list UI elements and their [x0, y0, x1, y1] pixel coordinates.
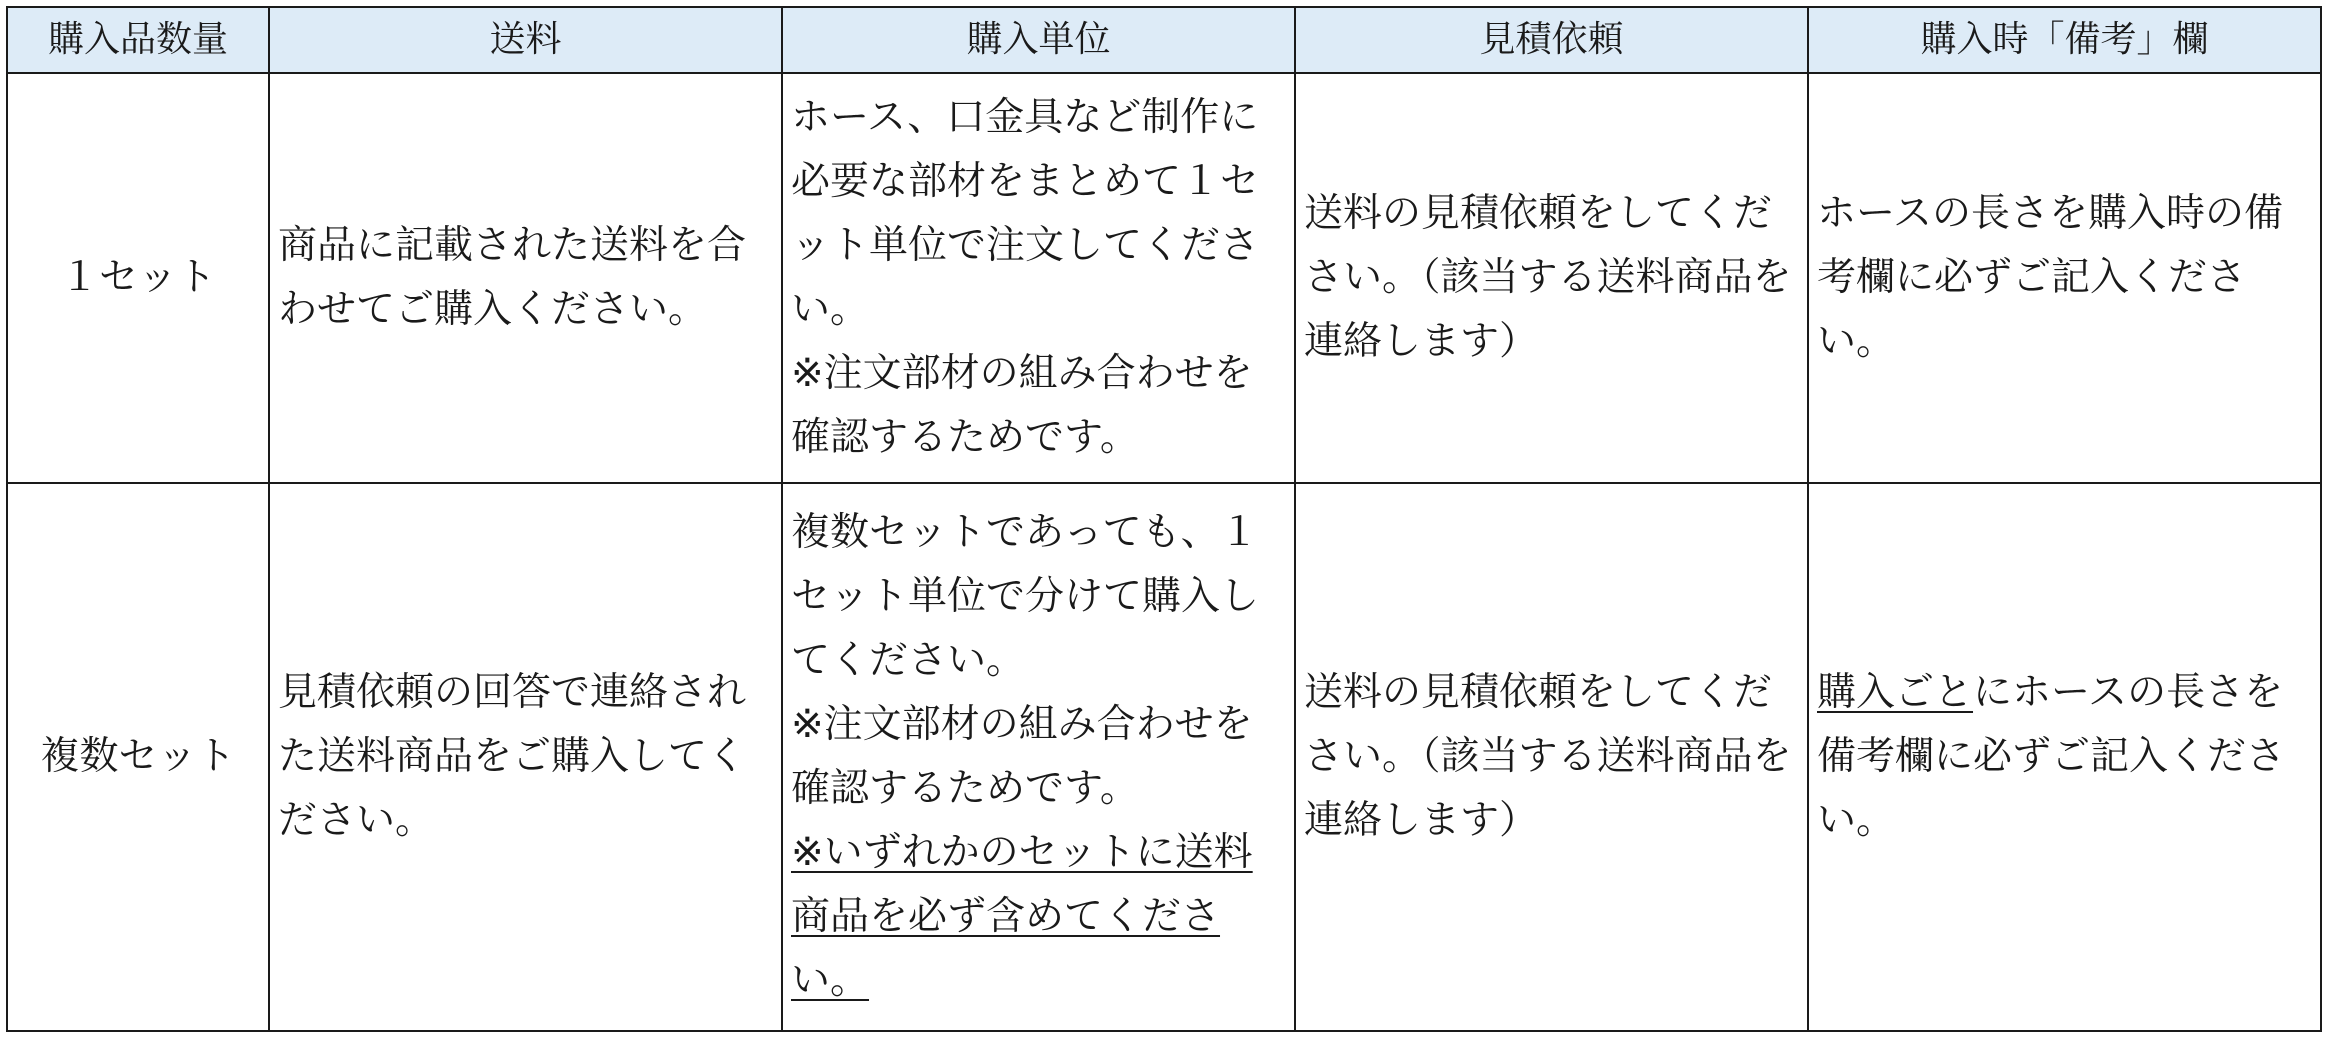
- cell-estimate: 送料の見積依頼をしてください。（該当する送料商品を連絡します）: [1295, 73, 1808, 483]
- cell-shipping: 見積依頼の回答で連絡された送料商品をご購入してください。: [269, 483, 782, 1031]
- header-unit: 購入単位: [782, 7, 1295, 73]
- cell-quantity: 複数セット: [7, 483, 269, 1031]
- table-header-row: [7, 7, 2321, 73]
- purchase-conditions-table: [6, 6, 2322, 1032]
- remarks-rest: にホースの長さを備考欄に必ずご記入ください。: [1817, 670, 2286, 843]
- remarks-underlined: 購入ごと: [1817, 670, 1974, 715]
- unit-instruction: ホース、口金具など制作に必要な部材をまとめて１セット単位で注文してください。: [791, 95, 1260, 332]
- cell-quantity: １セット: [7, 73, 269, 483]
- cell-shipping: 商品に記載された送料を合わせてご購入ください。: [269, 73, 782, 483]
- unit-note: ※注文部材の組み合わせを確認するためです。: [791, 702, 1253, 811]
- cell-remarks: ホースの長さを購入時の備考欄に必ずご記入ください。: [1808, 73, 2321, 483]
- cell-remarks: [1808, 483, 2321, 1031]
- unit-note: ※注文部材の組み合わせを確認するためです。: [791, 351, 1253, 460]
- table-row: [7, 73, 2321, 483]
- table-row: [7, 483, 2321, 1031]
- header-shipping: 送料: [269, 7, 782, 73]
- cell-unit: [782, 483, 1295, 1031]
- header-estimate: 見積依頼: [1295, 7, 1808, 73]
- cell-unit: [782, 73, 1295, 483]
- header-remarks: 購入時「備考」欄: [1808, 7, 2321, 73]
- unit-instruction: 複数セットであっても、１セット単位で分けて購入してください。: [791, 510, 1260, 683]
- cell-estimate: 送料の見積依頼をしてください。（該当する送料商品を連絡します）: [1295, 483, 1808, 1031]
- header-quantity: 購入品数量: [7, 7, 269, 73]
- unit-note-underlined: ※いずれかのセットに送料商品を必ず含めてください。: [791, 830, 1253, 1003]
